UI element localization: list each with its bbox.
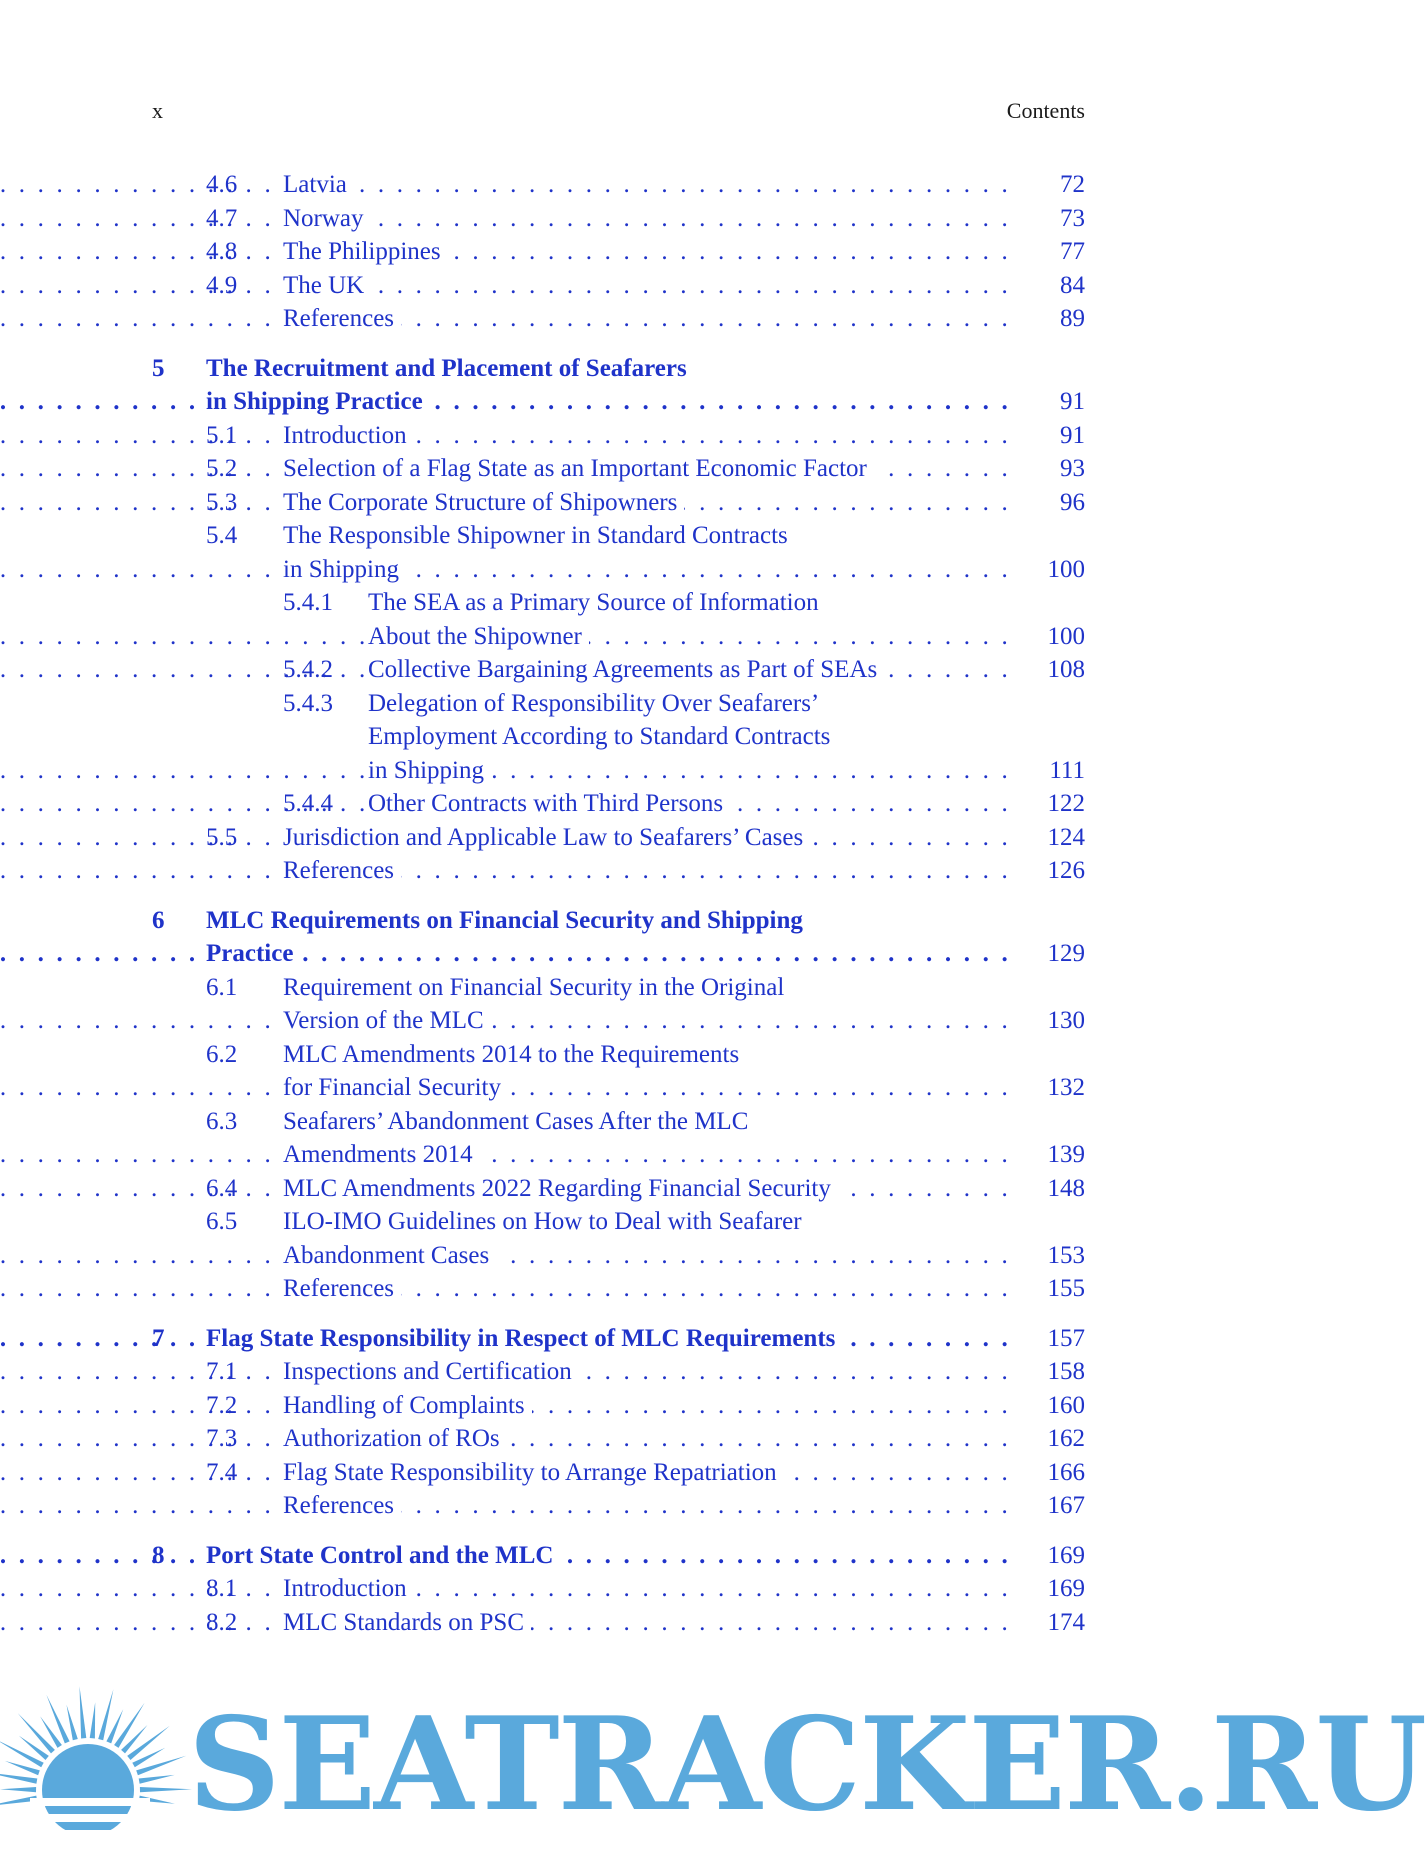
toc-entry-title-leader bbox=[283, 1355, 1011, 1389]
toc-entry-page-number[interactable]: 126 bbox=[1047, 857, 1085, 884]
toc-entry-title[interactable]: Introduction bbox=[283, 1575, 414, 1602]
toc-entry-page-number[interactable]: 153 bbox=[1047, 1241, 1085, 1269]
toc-entry-page-number[interactable]: 108 bbox=[1047, 656, 1085, 683]
toc-entry-title[interactable]: Flag State Responsibility in Respect of MLC Requirements bbox=[206, 1325, 842, 1352]
toc-entry-number: 5.2 bbox=[206, 455, 238, 482]
toc-entry-title-leader bbox=[206, 1539, 1011, 1573]
toc-entry[interactable] bbox=[152, 1172, 1085, 1206]
toc-entry-title-leader bbox=[283, 1105, 1011, 1139]
toc-entry-page-number[interactable]: 129 bbox=[1047, 940, 1085, 967]
toc-entry[interactable] bbox=[152, 486, 1085, 520]
toc-entry-title[interactable]: Introduction bbox=[283, 422, 414, 449]
toc-entry-title-leader bbox=[283, 553, 1011, 587]
toc-entry-title-leader bbox=[283, 419, 1011, 453]
toc-entry-number: 6 bbox=[152, 906, 165, 934]
toc-entry[interactable] bbox=[152, 620, 1085, 654]
toc-entry-number: 7.2 bbox=[206, 1391, 238, 1419]
toc-chapter-entry[interactable] bbox=[152, 1322, 1085, 1356]
toc-entry-page-number[interactable]: 148 bbox=[1047, 1174, 1085, 1202]
toc-references-entry[interactable] bbox=[152, 1489, 1085, 1523]
toc-entry-page-number[interactable]: 84 bbox=[1060, 271, 1085, 299]
toc-entry[interactable] bbox=[152, 1389, 1085, 1423]
toc-entry-title[interactable]: Port State Control and the MLC bbox=[206, 1542, 560, 1569]
toc-entry-title[interactable]: Other Contracts with Third Persons bbox=[368, 790, 730, 817]
toc-entry[interactable] bbox=[152, 1071, 1085, 1105]
toc-entry[interactable] bbox=[152, 1606, 1085, 1640]
toc-entry-title[interactable]: The SEA as a Primary Source of Information bbox=[368, 589, 826, 616]
toc-entry-title[interactable]: The Philippines bbox=[283, 238, 448, 265]
toc-entry-page-number[interactable]: 162 bbox=[1047, 1425, 1085, 1452]
toc-entry[interactable] bbox=[152, 586, 1085, 620]
toc-entry-page-number[interactable]: 160 bbox=[1047, 1391, 1085, 1419]
toc-entry-number: 8.2 bbox=[206, 1608, 238, 1636]
toc-entry-title[interactable]: MLC Requirements on Financial Security and Shipping bbox=[206, 907, 810, 934]
toc-entry-title[interactable]: Practice bbox=[206, 940, 300, 967]
toc-entry-title-leader bbox=[368, 754, 1011, 788]
toc-entry-number: 6.2 bbox=[206, 1040, 238, 1068]
toc-entry-page-number[interactable]: 132 bbox=[1047, 1074, 1085, 1101]
toc-entry[interactable] bbox=[152, 269, 1085, 303]
toc-entry-number: 7 bbox=[152, 1324, 165, 1352]
toc-entry-title[interactable]: MLC Amendments 2014 to the Requirements bbox=[283, 1041, 746, 1068]
toc-references-entry[interactable] bbox=[152, 302, 1085, 336]
toc-entry-title-leader bbox=[283, 1606, 1011, 1640]
toc-entry-title-leader bbox=[206, 352, 1011, 386]
toc-entry-title[interactable]: References bbox=[283, 1492, 401, 1519]
toc-entry-number: 5.4.4 bbox=[283, 790, 333, 817]
toc-entry-title[interactable]: MLC Standards on PSC bbox=[283, 1609, 531, 1636]
toc-entry[interactable] bbox=[152, 1239, 1085, 1273]
table-of-contents bbox=[152, 168, 1085, 1639]
toc-entry[interactable] bbox=[152, 419, 1085, 453]
toc-entry-title[interactable]: Norway bbox=[283, 205, 371, 232]
toc-entry-title-leader bbox=[283, 854, 1011, 888]
toc-entry-number: 7.1 bbox=[206, 1358, 238, 1385]
toc-entry-page-number[interactable]: 124 bbox=[1047, 823, 1085, 851]
toc-entry-title-leader bbox=[283, 302, 1011, 336]
toc-entry-title[interactable]: The UK bbox=[283, 272, 371, 299]
toc-entry-title[interactable]: Jurisdiction and Applicable Law to Seafarers’ Cases bbox=[283, 824, 810, 851]
toc-entry-page-number[interactable]: 91 bbox=[1060, 421, 1085, 449]
toc-entry-page-number[interactable]: 130 bbox=[1047, 1007, 1085, 1034]
toc-entry-page-number[interactable]: 139 bbox=[1047, 1141, 1085, 1168]
toc-entry-number: 6.3 bbox=[206, 1107, 238, 1135]
toc-entry-title[interactable]: in Shipping Practice bbox=[206, 388, 430, 415]
toc-entry-page-number[interactable]: 72 bbox=[1060, 171, 1085, 198]
toc-entry-title[interactable]: Requirement on Financial Security in the Original bbox=[283, 974, 791, 1001]
toc-entry-number: 5 bbox=[152, 354, 165, 382]
toc-entry[interactable] bbox=[152, 553, 1085, 587]
toc-entry-page-number[interactable]: 174 bbox=[1047, 1608, 1085, 1636]
toc-entry-title[interactable]: Collective Bargaining Agreements as Part of SEAs bbox=[368, 656, 884, 683]
toc-entry[interactable] bbox=[152, 687, 1085, 721]
toc-entry-title-leader bbox=[206, 1322, 1011, 1356]
toc-entry-number: 5.4 bbox=[206, 522, 238, 549]
toc-entry-title-leader bbox=[283, 235, 1011, 269]
toc-entry-page-number[interactable]: 122 bbox=[1047, 790, 1085, 817]
toc-entry-number: 7.4 bbox=[206, 1458, 238, 1486]
toc-entry-title-leader bbox=[283, 821, 1011, 855]
toc-entry[interactable] bbox=[152, 452, 1085, 486]
toc-entry-page-number[interactable]: 89 bbox=[1060, 305, 1085, 332]
toc-entry-title[interactable]: References bbox=[283, 305, 401, 332]
toc-entry-title-leader bbox=[283, 519, 1011, 553]
toc-entry-page-number[interactable]: 158 bbox=[1047, 1358, 1085, 1385]
toc-entry-title[interactable]: Authorization of ROs bbox=[283, 1425, 507, 1452]
toc-entry-title-leader bbox=[368, 586, 1011, 620]
toc-entry-title-leader bbox=[206, 385, 1011, 419]
toc-entry-number: 5.3 bbox=[206, 488, 238, 516]
toc-entry[interactable] bbox=[152, 1422, 1085, 1456]
toc-entry[interactable] bbox=[152, 519, 1085, 553]
toc-entry-number: 5.4.2 bbox=[283, 656, 333, 683]
toc-entry-number: 4.6 bbox=[206, 171, 238, 198]
toc-entry-title-leader bbox=[283, 1004, 1011, 1038]
toc-entry-title-leader bbox=[283, 168, 1011, 202]
toc-entry[interactable] bbox=[152, 720, 1085, 754]
toc-entry-title[interactable]: for Financial Security bbox=[283, 1074, 508, 1101]
toc-entry-title-leader bbox=[283, 971, 1011, 1005]
toc-entry-title[interactable]: ILO-IMO Guidelines on How to Deal with Seafarer bbox=[283, 1208, 809, 1235]
toc-entry-title-leader bbox=[283, 1138, 1011, 1172]
toc-entry[interactable] bbox=[152, 754, 1085, 788]
toc-references-entry[interactable] bbox=[152, 854, 1085, 888]
toc-entry[interactable] bbox=[152, 653, 1085, 687]
toc-entry[interactable] bbox=[152, 1105, 1085, 1139]
toc-entry-title-leader bbox=[206, 904, 1011, 938]
watermark-logo-text: SEATRACKER.RU bbox=[188, 1690, 1425, 1840]
toc-entry-title-leader bbox=[283, 1239, 1011, 1273]
running-header-title: Contents bbox=[1006, 98, 1085, 123]
toc-entry-title-leader bbox=[368, 687, 1011, 721]
toc-entry-number: 5.1 bbox=[206, 421, 238, 449]
toc-entry-number: 5.5 bbox=[206, 823, 238, 851]
toc-chapter-entry[interactable] bbox=[152, 385, 1085, 419]
toc-entry-title[interactable]: Employment According to Standard Contracts bbox=[368, 723, 837, 750]
toc-chapter-entry[interactable] bbox=[152, 352, 1085, 386]
toc-entry-title[interactable]: References bbox=[283, 1275, 401, 1302]
toc-entry-title-leader bbox=[206, 937, 1011, 971]
toc-entry[interactable] bbox=[152, 202, 1085, 236]
toc-entry-page-number[interactable]: 157 bbox=[1047, 1324, 1085, 1352]
toc-entry-page-number[interactable]: 96 bbox=[1060, 488, 1085, 516]
toc-entry-title-leader bbox=[283, 1389, 1011, 1423]
toc-entry-title[interactable]: Version of the MLC bbox=[283, 1007, 491, 1034]
toc-entry-number: 5.4.3 bbox=[283, 689, 333, 717]
toc-entry-title[interactable]: Inspections and Certification bbox=[283, 1358, 579, 1385]
toc-entry-page-number[interactable]: 111 bbox=[1049, 756, 1085, 784]
toc-entry-page-number[interactable]: 93 bbox=[1060, 455, 1085, 482]
toc-entry-number: 8 bbox=[152, 1541, 165, 1569]
toc-entry-page-number[interactable]: 100 bbox=[1047, 555, 1085, 583]
toc-chapter-entry[interactable] bbox=[152, 1539, 1085, 1573]
toc-entry-title-leader bbox=[283, 1172, 1011, 1206]
toc-entry-number: 4.8 bbox=[206, 238, 238, 265]
toc-entry-title[interactable]: Delegation of Responsibility Over Seafarers’ bbox=[368, 690, 826, 717]
toc-entry-title[interactable]: Flag State Responsibility to Arrange Repatriation bbox=[283, 1459, 784, 1486]
toc-entry-title-leader bbox=[283, 1071, 1011, 1105]
toc-chapter-entry[interactable] bbox=[152, 937, 1085, 971]
toc-entry[interactable] bbox=[152, 1456, 1085, 1490]
toc-entry-title-leader bbox=[283, 486, 1011, 520]
toc-entry[interactable] bbox=[152, 971, 1085, 1005]
toc-entry-title[interactable]: The Corporate Structure of Shipowners bbox=[283, 489, 684, 516]
toc-chapter-entry[interactable] bbox=[152, 904, 1085, 938]
toc-entry[interactable] bbox=[152, 168, 1085, 202]
toc-entry-title-leader bbox=[283, 1272, 1011, 1306]
toc-entry-title[interactable]: Selection of a Flag State as an Important Economic Factor bbox=[283, 455, 874, 482]
toc-entry-title-leader bbox=[368, 787, 1011, 821]
toc-entry[interactable] bbox=[152, 1038, 1085, 1072]
toc-entry[interactable] bbox=[152, 787, 1085, 821]
toc-entry[interactable] bbox=[152, 1138, 1085, 1172]
toc-entry[interactable] bbox=[152, 235, 1085, 269]
toc-entry-title[interactable]: in Shipping bbox=[368, 757, 491, 784]
toc-entry-page-number[interactable]: 166 bbox=[1047, 1458, 1085, 1486]
toc-entry-number: 5.4.1 bbox=[283, 589, 333, 616]
toc-entry-number: 6.1 bbox=[206, 973, 238, 1001]
toc-entry-title-leader bbox=[283, 452, 1011, 486]
toc-entry-title-leader bbox=[283, 1489, 1011, 1523]
toc-entry-title-leader bbox=[368, 620, 1011, 654]
toc-entry-number: 7.3 bbox=[206, 1425, 238, 1452]
toc-entry[interactable] bbox=[152, 1205, 1085, 1239]
toc-entry-title-leader bbox=[283, 1456, 1011, 1490]
toc-entry[interactable] bbox=[152, 1355, 1085, 1389]
toc-entry-number: 4.9 bbox=[206, 271, 238, 299]
toc-entry-title-leader bbox=[283, 1422, 1011, 1456]
toc-entry-page-number[interactable]: 91 bbox=[1060, 388, 1085, 415]
toc-entry-title-leader bbox=[368, 720, 1011, 754]
toc-entry-title[interactable]: Handling of Complaints bbox=[283, 1392, 532, 1419]
toc-entry-title-leader bbox=[283, 1572, 1011, 1606]
toc-entry-title[interactable]: in Shipping bbox=[283, 556, 406, 583]
toc-entry-title-leader bbox=[283, 1038, 1011, 1072]
toc-entry-page-number[interactable]: 169 bbox=[1047, 1541, 1085, 1569]
toc-entry[interactable] bbox=[152, 1004, 1085, 1038]
toc-references-entry[interactable] bbox=[152, 1272, 1085, 1306]
toc-entry-title-leader bbox=[283, 202, 1011, 236]
toc-entry-title[interactable]: The Recruitment and Placement of Seafarers bbox=[206, 355, 694, 382]
toc-entry-title[interactable]: Latvia bbox=[283, 171, 354, 198]
running-header-page-number: x bbox=[152, 98, 163, 123]
toc-entry-title-leader bbox=[368, 653, 1011, 687]
toc-entry-title[interactable]: Abandonment Cases bbox=[283, 1242, 496, 1269]
toc-entry-number: 6.5 bbox=[206, 1208, 238, 1235]
toc-entry-page-number[interactable]: 155 bbox=[1047, 1275, 1085, 1302]
toc-entry-page-number[interactable]: 77 bbox=[1060, 238, 1085, 265]
toc-entry[interactable] bbox=[152, 821, 1085, 855]
toc-entry-title[interactable]: Seafarers’ Abandonment Cases After the MLC bbox=[283, 1108, 755, 1135]
toc-entry-title[interactable]: MLC Amendments 2022 Regarding Financial Security bbox=[283, 1175, 838, 1202]
toc-entry-title-leader bbox=[283, 1205, 1011, 1239]
toc-entry-page-number[interactable]: 100 bbox=[1047, 622, 1085, 650]
toc-entry-number: 6.4 bbox=[206, 1174, 238, 1202]
toc-entry[interactable] bbox=[152, 1572, 1085, 1606]
toc-entry-number: 4.7 bbox=[206, 204, 238, 232]
toc-entry-page-number[interactable]: 167 bbox=[1047, 1492, 1085, 1519]
toc-entry-page-number[interactable]: 169 bbox=[1047, 1575, 1085, 1602]
toc-entry-title[interactable]: About the Shipowner bbox=[368, 623, 589, 650]
toc-entry-title[interactable]: Amendments 2014 bbox=[283, 1141, 480, 1168]
toc-entry-title[interactable]: The Responsible Shipowner in Standard Contracts bbox=[283, 522, 795, 549]
toc-entry-page-number[interactable]: 73 bbox=[1060, 204, 1085, 232]
toc-entry-title-leader bbox=[283, 269, 1011, 303]
toc-entry-title[interactable]: References bbox=[283, 857, 401, 884]
toc-entry-number: 8.1 bbox=[206, 1575, 238, 1602]
